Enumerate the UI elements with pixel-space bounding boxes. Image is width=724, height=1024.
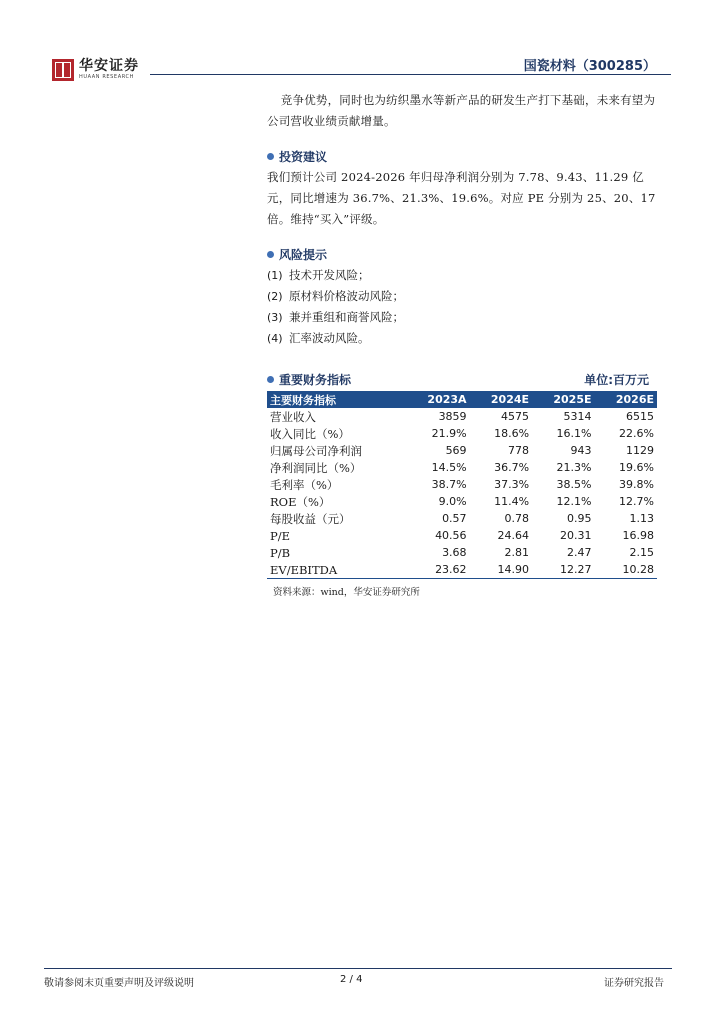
footer-divider [44, 968, 672, 969]
financial-table [267, 391, 657, 579]
header-divider [150, 74, 671, 75]
investment-paragraph: 我们预计公司 2024-2026 年归母净利润分别为 7.78、9.43、11.29 亿元，同比增速为 36.7%、21.3%、19.6%。对应 PE 分别为 25、20、17 倍。维持“买入”评级。 [267, 170, 656, 226]
list-item: (2) 原材料价格波动风险； [267, 289, 404, 303]
intro-paragraph: 竞争优势，同时也为纺织墨水等新产品的研发生产打下基础，未来有望为公司营收业绩贡献增量。 [267, 93, 656, 128]
section-title-risks: 风险提示 [267, 246, 657, 263]
report-title: 国瓷材料（300285） [523, 59, 656, 74]
list-item: (4) 汇率波动风险。 [267, 331, 370, 345]
financials-heading [267, 371, 657, 388]
bullet-icon [267, 153, 274, 160]
logo-brand-en: HUAAN RESEARCH [79, 74, 134, 80]
unit-label: 单位:百万元 [584, 373, 649, 387]
section-title-investment: 投资建议 [267, 148, 657, 165]
page-header [0, 0, 724, 90]
bullet-icon [267, 251, 274, 258]
list-item: (3) 兼并重组和商誉风险； [267, 310, 404, 324]
footer-disclaimer: 敬请参阅末页重要声明及评级说明 [44, 978, 194, 989]
column-header: 主要财务指标 [267, 391, 406, 408]
table-row: 归属母公司净利润 569 778 943 1129 [270, 443, 654, 458]
table-row: P/E 40.56 24.64 20.31 16.98 [270, 528, 654, 543]
page-number: 2 / 4 [340, 974, 363, 985]
main-content [267, 90, 657, 598]
list-item: (1) 技术开发风险； [267, 268, 370, 282]
footer-report-type: 证券研究报告 [604, 978, 664, 989]
column-header: 2023A [406, 391, 470, 408]
table-row: ROE（%） 9.0% 11.4% 12.1% 12.7% [270, 494, 654, 509]
table-row: 毛利率（%） 38.7% 37.3% 38.5% 39.8% [270, 477, 654, 492]
table-row: P/B 3.68 2.81 2.47 2.15 [270, 545, 654, 560]
table-row: 收入同比（%） 21.9% 18.6% 16.1% 22.6% [270, 426, 654, 441]
table-source-note: 资料来源：wind，华安证券研究所 [273, 587, 420, 598]
column-header: 2026E [595, 391, 658, 408]
table-header-row [267, 391, 657, 408]
column-header: 2025E [532, 391, 594, 408]
logo-brand-cn: 华安证券 [79, 58, 139, 74]
table-row: 营业收入 3859 4575 5314 6515 [270, 409, 654, 424]
table-body [267, 408, 657, 579]
bullet-icon [267, 376, 274, 383]
logo-seal-icon [52, 59, 74, 81]
table-row: 净利润同比（%） 14.5% 36.7% 21.3% 19.6% [270, 460, 654, 475]
column-header: 2024E [470, 391, 532, 408]
table-row: 每股收益（元） 0.57 0.78 0.95 1.13 [270, 511, 654, 526]
risk-list [267, 265, 657, 349]
company-logo [52, 59, 139, 81]
page-footer [44, 974, 664, 989]
section-title-financials: 重要财务指标 [267, 371, 351, 388]
table-row: EV/EBITDA 23.62 14.90 12.27 10.28 [267, 561, 657, 579]
